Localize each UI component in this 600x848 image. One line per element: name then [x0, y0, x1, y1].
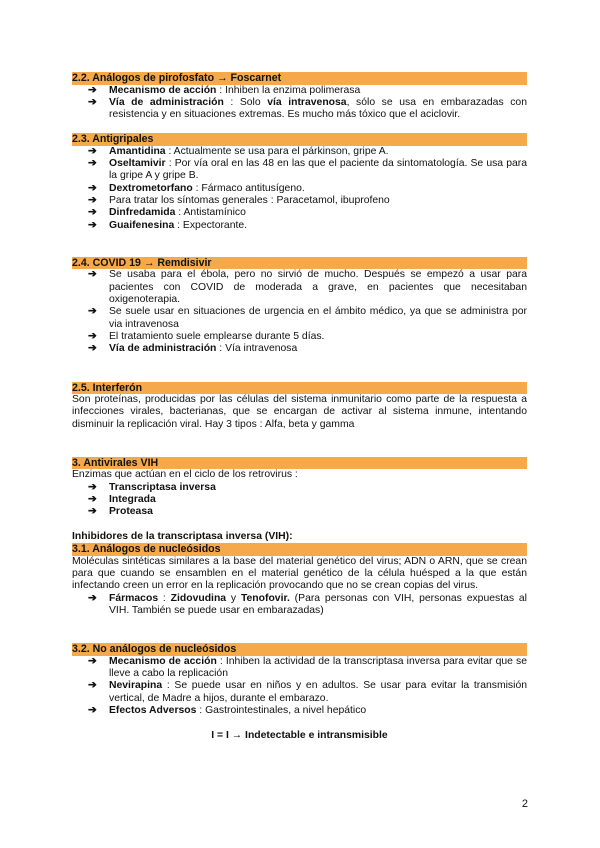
term: Integrada — [109, 494, 156, 506]
desc: : Por vía oral en las 48 en las que el paciente da sintomatología. Se usa para la gripe A y gripe B. — [109, 158, 527, 182]
list-item — [88, 85, 527, 97]
term: Proteasa — [109, 506, 153, 518]
term: Fármacos — [109, 592, 159, 604]
list-item — [88, 680, 527, 705]
list-item — [88, 705, 527, 717]
list-item — [88, 343, 527, 355]
list-item — [88, 220, 527, 232]
section-header: 2.2. Análogos de pirofosfato → Foscarnet — [72, 72, 527, 85]
list-item — [88, 306, 527, 331]
term: Mecanismo de acción — [109, 84, 217, 96]
list-item — [88, 331, 527, 343]
arrow-icon: ➔ — [88, 655, 97, 667]
list-item — [88, 183, 527, 195]
arrow-icon: ➔ — [88, 481, 97, 493]
term: Vía de administración — [109, 343, 217, 355]
desc: El tratamiento suele emplearse durante 5 días. — [109, 330, 325, 342]
desc: : Antistamínico — [175, 207, 246, 219]
arrow-icon: ➔ — [88, 704, 97, 716]
section-header: 3. Antivirales VIH — [72, 457, 527, 470]
section-2-4 — [72, 257, 527, 356]
list-item — [88, 97, 527, 122]
arrow-icon: ➔ — [88, 330, 97, 342]
arrow-icon: ➔ — [88, 84, 97, 96]
list-item — [88, 656, 527, 681]
bullet-list — [72, 482, 527, 519]
desc: Se suele usar en situaciones de urgencia en el ámbito médico, ya que se administra por via intravenosa — [109, 306, 527, 330]
list-item — [88, 482, 527, 494]
section-3 — [72, 457, 527, 519]
arrow-icon: ➔ — [88, 96, 97, 108]
desc: : Vía intravenosa — [216, 343, 298, 355]
section-2-3 — [72, 133, 527, 232]
desc: : Solo — [223, 96, 268, 108]
arrow-icon: ➔ — [88, 269, 97, 281]
page-number: 2 — [521, 798, 528, 810]
section-header: 2.3. Antigripales — [72, 133, 527, 146]
list-item — [88, 158, 527, 183]
term: Dextrometorfano — [109, 182, 193, 194]
desc: : Gastrointestinales, a nivel hepático — [196, 704, 367, 716]
term: Tenofovir. — [240, 592, 290, 604]
desc: : Fármaco antitusígeno. — [192, 182, 305, 194]
bullet-list — [72, 146, 527, 232]
arrow-icon: ➔ — [88, 592, 97, 604]
section-header: 3.2. No análogos de nucleósidos — [72, 643, 527, 656]
bullet-list — [72, 85, 527, 122]
desc: Para tratar los síntomas generales : Paracetamol, ibuprofeno — [109, 195, 390, 207]
desc: (Para personas con VIH, personas expuestas al VIH. También se puede usar en embarazadas) — [109, 592, 527, 616]
section-header: 2.5. Interferón — [72, 382, 527, 395]
term: Transcriptasa inversa — [109, 481, 216, 493]
section-3-1 — [72, 543, 527, 617]
desc: : Inhiben la actividad de la transcriptasa inversa para evitar que se lleve a cabo la replicación — [109, 655, 527, 679]
bullet-list — [72, 269, 527, 355]
term: Efectos Adversos — [109, 704, 197, 716]
term: Guaifenesina — [109, 219, 175, 231]
arrow-icon: ➔ — [88, 306, 97, 318]
arrow-icon: ➔ — [88, 343, 97, 355]
term: Oseltamivir — [109, 158, 166, 170]
bullet-list — [72, 656, 527, 717]
desc: : Se puede usar en niños y en adultos. Se usar para evitar la transmisión vertical, de Madre a hijos, durante el embarazo. — [109, 680, 527, 704]
section-header: 3.1. Análogos de nucleósidos — [72, 543, 527, 556]
section-header: 2.4. COVID 19 → Remdisivir — [72, 257, 527, 270]
term: Zidovudina — [170, 592, 227, 604]
list-item — [88, 494, 527, 506]
footer-line: I = I → Indetectable e intransmisible — [211, 730, 388, 742]
desc: , sólo se usa en embarazadas con resistencia y en situaciones extremas. Es mucho más tóxico que el aciclovir. — [109, 96, 527, 121]
arrow-icon: ➔ — [88, 195, 97, 207]
section-2-2 — [72, 72, 527, 121]
arrow-icon: ➔ — [88, 158, 97, 170]
list-item — [88, 593, 527, 618]
list-item — [88, 207, 527, 219]
term: Vía de administración — [109, 96, 224, 108]
term: Nevirapina — [109, 680, 163, 692]
list-item — [88, 269, 527, 306]
arrow-icon: ➔ — [88, 145, 97, 157]
arrow-icon: ➔ — [88, 219, 97, 231]
section-2-5 — [72, 382, 527, 431]
term: Amantidina — [109, 145, 166, 157]
list-item — [88, 146, 527, 158]
content — [72, 72, 527, 742]
paragraph: Moléculas sintéticas similares a la base del material genético del virus; ADN o ARN, que se crean para que cuando se ensamblen en el material genético de la célula huésped a la que están infectando creen un error en la replicación provocando que no se crean copias del virus. — [72, 555, 527, 592]
desc: y — [226, 592, 241, 604]
desc: : — [158, 592, 171, 604]
arrow-icon: ➔ — [88, 207, 97, 219]
desc: : Expectorante. — [174, 219, 248, 231]
bullet-list — [72, 593, 527, 618]
arrow-icon: ➔ — [88, 506, 97, 518]
term: vía intravenosa — [267, 96, 347, 108]
term: Dinfredamida — [109, 207, 176, 219]
desc: Se usaba para el ébola, pero no sirvió de mucho. Después se empezó a usar para pacientes con COVID de moderada a grave, en pacientes que necesitaban oxigenoterapia. — [109, 269, 527, 306]
arrow-icon: ➔ — [88, 680, 97, 692]
term: Mecanismo de acción — [109, 655, 217, 667]
desc: : Actualmente se usa para el párkinson, gripe A. — [165, 145, 389, 157]
arrow-icon: ➔ — [88, 182, 97, 194]
section-3-2 — [72, 643, 527, 717]
desc: : Inhiben la enzima polimerasa — [216, 84, 361, 96]
list-item — [88, 506, 527, 518]
list-item — [88, 195, 527, 207]
subheading: Inhibidores de la transcriptasa inversa (VIH): — [72, 530, 293, 542]
paragraph: Enzimas que actúan en el ciclo de los retrovirus : — [72, 469, 298, 481]
paragraph: Son proteínas, producidas por las células del sistema inmunitario como parte de la respuesta a infecciones virales, bacterianas, que se encargan de activar al sistema inmune, intentando disminuir la replicación viral. Hay 3 tipos : Alfa, beta y gamma — [72, 394, 527, 430]
arrow-icon: ➔ — [88, 494, 97, 506]
